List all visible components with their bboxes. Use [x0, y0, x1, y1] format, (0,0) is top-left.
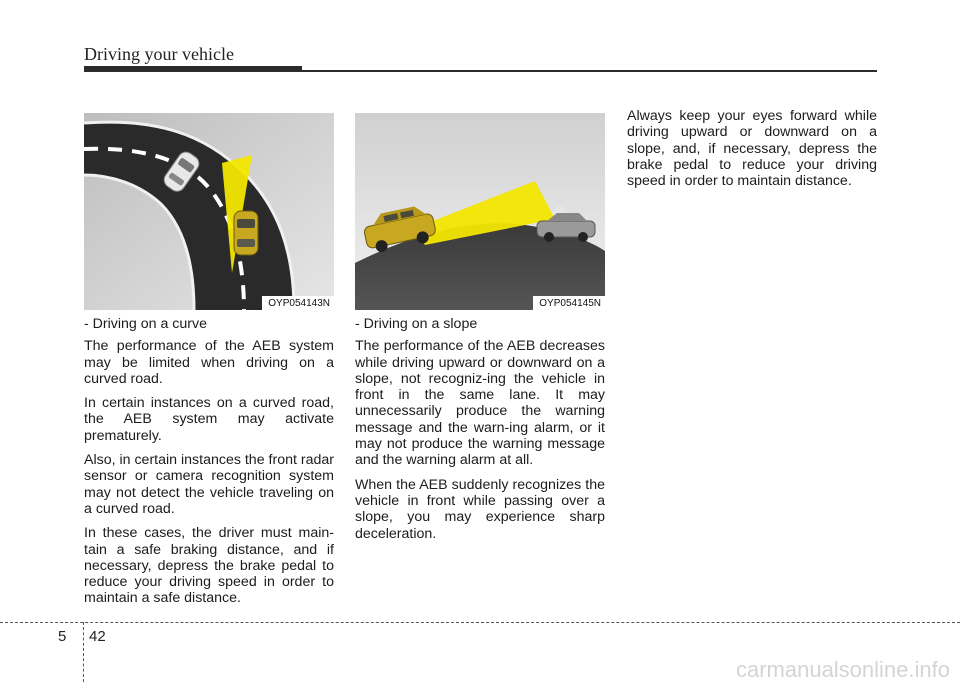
right-paragraph-1: Always keep your eyes forward while driving upward or downward on a slope, and, if necessary, depress the brake pedal to reduce your driving speed in order to maintain distance. [627, 108, 877, 190]
left-paragraph-1: The performance of the AEB system may be limited when driving on a curved road. [84, 338, 334, 387]
figure-code-slope: OYP054145N [533, 296, 605, 310]
left-column [84, 316, 334, 615]
page-number: 42 [89, 628, 106, 645]
middle-paragraph-2: When the AEB suddenly recognizes the vehicle in front while passing over a slope, you may experience sharp deceleration. [355, 476, 605, 542]
header-rule-thick [84, 66, 302, 72]
middle-paragraph-1: The performance of the AEB decreases while driving upward or downward on a slope, not recogniz-ing the vehicle in front in the same lane. It may unnecessarily produce the warning message and the warn-ing alarm, or it may not produce the warning message and the warning alarm at all. [355, 338, 605, 469]
header-rule-thin [302, 70, 877, 72]
middle-subheading: - Driving on a slope [355, 316, 478, 332]
chapter-number: 5 [58, 628, 67, 645]
figure-slope [355, 113, 605, 310]
footer-divider [83, 622, 84, 682]
figure-code-curve: OYP054143N [262, 296, 334, 310]
figure-curve [84, 113, 334, 310]
slope-illustration [355, 113, 605, 310]
middle-column [355, 316, 605, 550]
footer-rule [0, 622, 960, 623]
left-paragraph-2: In certain instances on a curved road, the AEB system may activate prematurely. [84, 395, 334, 444]
left-subheading: - Driving on a curve [84, 316, 208, 332]
page-header-title: Driving your vehicle [84, 44, 234, 64]
curve-illustration [84, 113, 334, 310]
watermark: carmanualsonline.info [735, 657, 950, 682]
left-paragraph-4: In these cases, the driver must main-tain a safe braking distance, and if necessary, depress the brake pedal to reduce your driving speed in order to maintain a safe distance. [84, 525, 334, 607]
left-paragraph-3: Also, in certain instances the front radar sensor or camera recognition system may not detect the vehicle traveling on a curved road. [84, 452, 334, 517]
right-column [627, 108, 877, 197]
